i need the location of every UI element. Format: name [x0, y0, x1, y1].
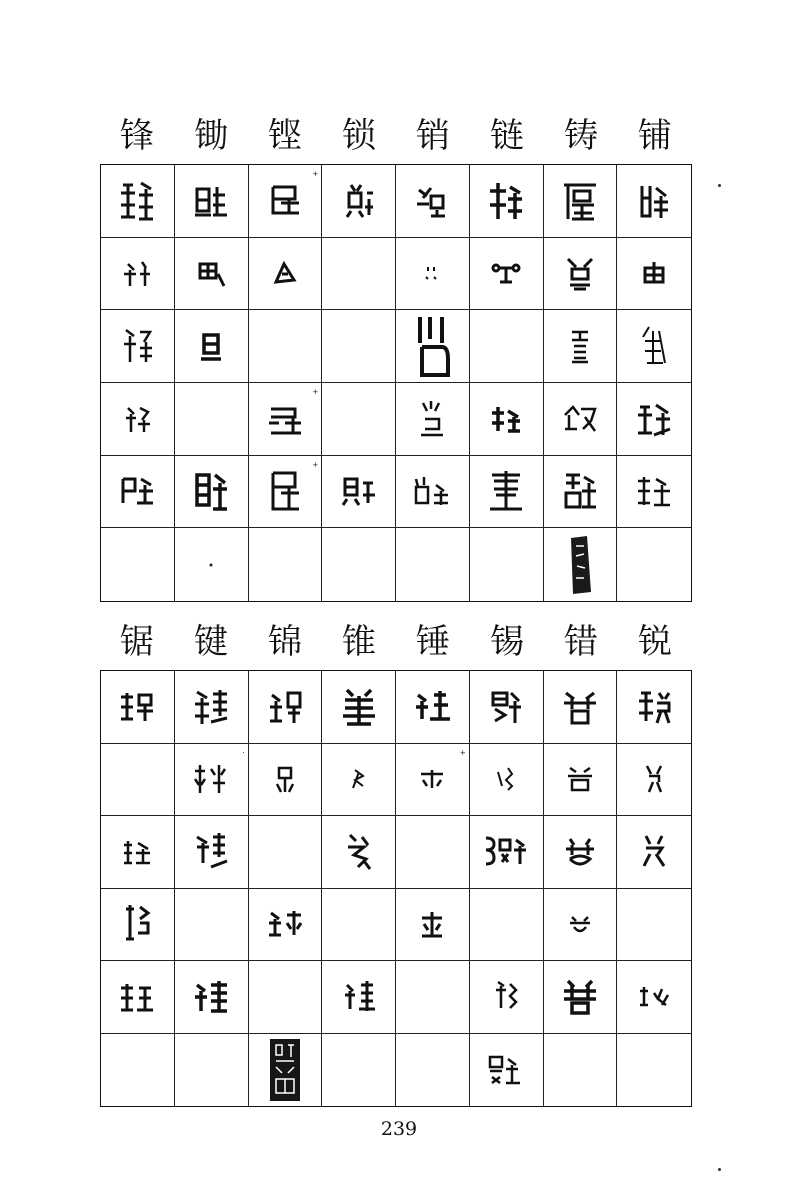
glyph-cell	[101, 165, 175, 238]
page-number: 239	[380, 1118, 418, 1140]
glyph-cell	[544, 238, 618, 311]
footnote-mark: +	[312, 387, 319, 396]
glyph-cell	[175, 961, 249, 1034]
glyph-cell	[249, 961, 323, 1034]
seal-glyph	[120, 256, 154, 290]
seal-glyph	[418, 910, 446, 938]
header-char: 锁	[342, 116, 376, 156]
glyph-cell	[101, 816, 175, 889]
seal-glyph	[488, 403, 524, 435]
seal-glyph	[494, 764, 518, 794]
glyph-cell	[249, 816, 323, 889]
glyph-cell	[175, 238, 249, 311]
header-char: 锐	[638, 622, 672, 662]
glyph-cell	[617, 961, 691, 1034]
glyph-cell	[470, 383, 544, 456]
seal-glyph	[636, 985, 672, 1009]
glyph-cell	[470, 671, 544, 744]
seal-glyph	[568, 913, 592, 935]
glyph-cell	[396, 816, 470, 889]
header-char: 键	[194, 622, 228, 662]
glyph-cell	[470, 816, 544, 889]
seal-glyph	[568, 326, 592, 366]
glyph-cell	[101, 456, 175, 529]
seal-glyph	[118, 324, 156, 368]
seal-glyph	[560, 469, 600, 513]
glyph-cell	[249, 165, 323, 238]
seal-glyph	[412, 689, 452, 725]
glyph-cell	[617, 671, 691, 744]
seal-glyph	[270, 258, 300, 288]
glyph-cell	[322, 744, 396, 817]
glyph-cell	[396, 528, 470, 601]
character-table-2	[100, 614, 692, 1107]
seal-glyph	[339, 686, 379, 728]
seal-glyph	[344, 831, 374, 873]
header-char: 铸	[564, 116, 598, 156]
glyph-cell	[249, 238, 323, 311]
seal-glyph	[634, 473, 674, 509]
header-char: 锄	[194, 116, 228, 156]
glyph-cell	[175, 1034, 249, 1107]
glyph-cell	[101, 383, 175, 456]
glyph-cell	[175, 310, 249, 383]
seal-glyph	[191, 979, 231, 1015]
header-row-1	[100, 108, 692, 164]
glyph-cell	[396, 310, 470, 383]
glyph-cell	[617, 816, 691, 889]
seal-glyph	[410, 473, 454, 509]
glyph-cell	[617, 744, 691, 817]
seal-glyph	[560, 977, 600, 1017]
header-char: 链	[490, 116, 524, 156]
seal-glyph	[191, 686, 231, 728]
glyph-cell	[470, 744, 544, 817]
glyph-cell	[617, 889, 691, 962]
seal-glyph	[265, 469, 305, 513]
glyph-cell	[101, 310, 175, 383]
seal-glyph	[198, 329, 224, 363]
glyph-cell	[396, 165, 470, 238]
glyph-cell	[396, 1034, 470, 1107]
glyph-cell	[101, 671, 175, 744]
glyph-cell	[249, 1034, 323, 1107]
header-char: 锤	[416, 622, 450, 662]
glyph-cell	[470, 1034, 544, 1107]
header-char: 错	[564, 622, 598, 662]
seal-glyph	[117, 980, 157, 1014]
header-char: 锦	[268, 622, 302, 662]
glyph-cell	[396, 671, 470, 744]
seal-glyph	[486, 1053, 526, 1087]
glyph-grid-1	[100, 164, 692, 602]
seal-glyph	[480, 834, 532, 870]
seal-glyph	[191, 469, 231, 513]
glyph-cell	[396, 961, 470, 1034]
seal-glyph	[349, 766, 369, 792]
seal-glyph	[560, 687, 600, 727]
seal-glyph	[561, 401, 599, 437]
header-char: 锥	[342, 622, 376, 662]
seal-glyph	[208, 562, 214, 568]
glyph-cell	[249, 744, 323, 817]
glyph-cell	[544, 961, 618, 1034]
header-char: 铿	[268, 116, 302, 156]
glyph-cell	[544, 889, 618, 962]
seal-glyph	[639, 323, 669, 369]
seal-glyph	[122, 402, 152, 436]
character-table-1	[100, 108, 692, 602]
seal-glyph	[341, 181, 377, 221]
seal-glyph	[265, 401, 305, 437]
glyph-cell	[396, 238, 470, 311]
glyph-cell	[396, 383, 470, 456]
glyph-cell	[544, 310, 618, 383]
glyph-cell	[249, 889, 323, 962]
seal-glyph	[266, 687, 304, 727]
glyph-cell	[322, 1034, 396, 1107]
glyph-cell	[470, 165, 544, 238]
glyph-cell	[322, 165, 396, 238]
glyph-cell	[617, 456, 691, 529]
glyph-cell	[617, 383, 691, 456]
glyph-cell	[175, 671, 249, 744]
glyph-cell	[175, 889, 249, 962]
seal-glyph	[488, 258, 524, 288]
seal-glyph	[560, 179, 600, 223]
glyph-cell	[322, 456, 396, 529]
glyph-cell	[322, 310, 396, 383]
seal-glyph	[339, 473, 379, 509]
seal-glyph	[422, 263, 442, 283]
seal-glyph	[265, 909, 305, 939]
glyph-cell	[544, 383, 618, 456]
header-char: 销	[416, 116, 450, 156]
seal-glyph	[265, 181, 305, 221]
seal-glyph	[564, 764, 596, 794]
glyph-cell	[322, 238, 396, 311]
seal-glyph	[634, 180, 674, 222]
glyph-cell	[396, 889, 470, 962]
glyph-cell	[470, 310, 544, 383]
seal-glyph	[635, 687, 673, 727]
scan-speck	[718, 184, 721, 187]
glyph-cell	[617, 238, 691, 311]
seal-glyph	[412, 313, 452, 379]
glyph-cell	[322, 528, 396, 601]
seal-glyph	[413, 182, 451, 220]
glyph-cell	[101, 1034, 175, 1107]
header-char: 锡	[490, 622, 524, 662]
glyph-cell	[470, 528, 544, 601]
footnote-mark: +	[312, 170, 319, 178]
glyph-cell	[249, 456, 323, 529]
glyph-cell	[544, 744, 618, 817]
seal-glyph	[634, 399, 674, 439]
glyph-cell	[175, 456, 249, 529]
glyph-cell	[470, 889, 544, 962]
glyph-cell	[249, 671, 323, 744]
header-char: 锋	[120, 116, 154, 156]
glyph-cell	[617, 1034, 691, 1107]
glyph-cell	[322, 889, 396, 962]
glyph-cell	[322, 816, 396, 889]
seal-glyph	[641, 762, 667, 796]
seal-glyph	[273, 762, 297, 796]
seal-glyph	[487, 687, 525, 727]
seal-glyph	[117, 689, 157, 725]
seal-glyph	[191, 181, 231, 221]
seal-glyph	[122, 903, 152, 945]
seal-glyph	[417, 397, 447, 441]
glyph-cell	[175, 816, 249, 889]
glyph-cell	[617, 528, 691, 601]
glyph-cell	[101, 889, 175, 962]
glyph-cell	[617, 310, 691, 383]
header-row-2	[100, 614, 692, 670]
glyph-cell	[101, 238, 175, 311]
glyph-cell	[322, 961, 396, 1034]
glyph-cell	[175, 165, 249, 238]
seal-stamp	[268, 1037, 302, 1103]
glyph-grid-2	[100, 670, 692, 1107]
header-char: 锯	[120, 622, 154, 662]
glyph-cell	[470, 961, 544, 1034]
glyph-cell	[396, 744, 470, 817]
glyph-cell	[175, 383, 249, 456]
glyph-cell	[101, 961, 175, 1034]
glyph-cell	[617, 165, 691, 238]
glyph-cell	[101, 744, 175, 817]
glyph-cell	[101, 528, 175, 601]
glyph-cell	[544, 456, 618, 529]
seal-glyph	[486, 179, 526, 223]
glyph-cell	[544, 165, 618, 238]
seal-glyph	[417, 768, 447, 790]
glyph-cell	[544, 816, 618, 889]
seal-glyph	[562, 253, 598, 293]
seal-glyph	[117, 473, 157, 509]
glyph-cell	[470, 456, 544, 529]
glyph-cell	[175, 744, 249, 817]
glyph-cell	[544, 671, 618, 744]
glyph-cell	[396, 456, 470, 529]
glyph-cell	[249, 383, 323, 456]
seal-glyph	[486, 469, 526, 513]
glyph-cell	[544, 1034, 618, 1107]
glyph-cell	[175, 528, 249, 601]
seal-glyph	[640, 832, 668, 872]
header-char: 铺	[638, 116, 672, 156]
glyph-cell	[322, 383, 396, 456]
seal-glyph	[639, 258, 669, 288]
seal-glyph	[341, 979, 377, 1015]
footnote-mark: +	[459, 748, 466, 757]
seal-glyph	[194, 256, 228, 290]
seal-glyph	[562, 835, 598, 869]
seal-glyph	[120, 837, 154, 867]
glyph-cell	[249, 310, 323, 383]
footnote-mark: ·	[242, 748, 245, 757]
seal-glyph	[193, 831, 229, 873]
glyph-cell	[470, 238, 544, 311]
seal-glyph	[117, 179, 157, 223]
seal-rubbing	[567, 534, 593, 596]
glyph-cell	[544, 528, 618, 601]
seal-glyph	[191, 761, 231, 797]
glyph-cell	[322, 671, 396, 744]
footnote-mark: +	[312, 460, 319, 469]
glyph-cell	[249, 528, 323, 601]
seal-glyph	[492, 978, 520, 1016]
scan-speck	[718, 1168, 721, 1171]
